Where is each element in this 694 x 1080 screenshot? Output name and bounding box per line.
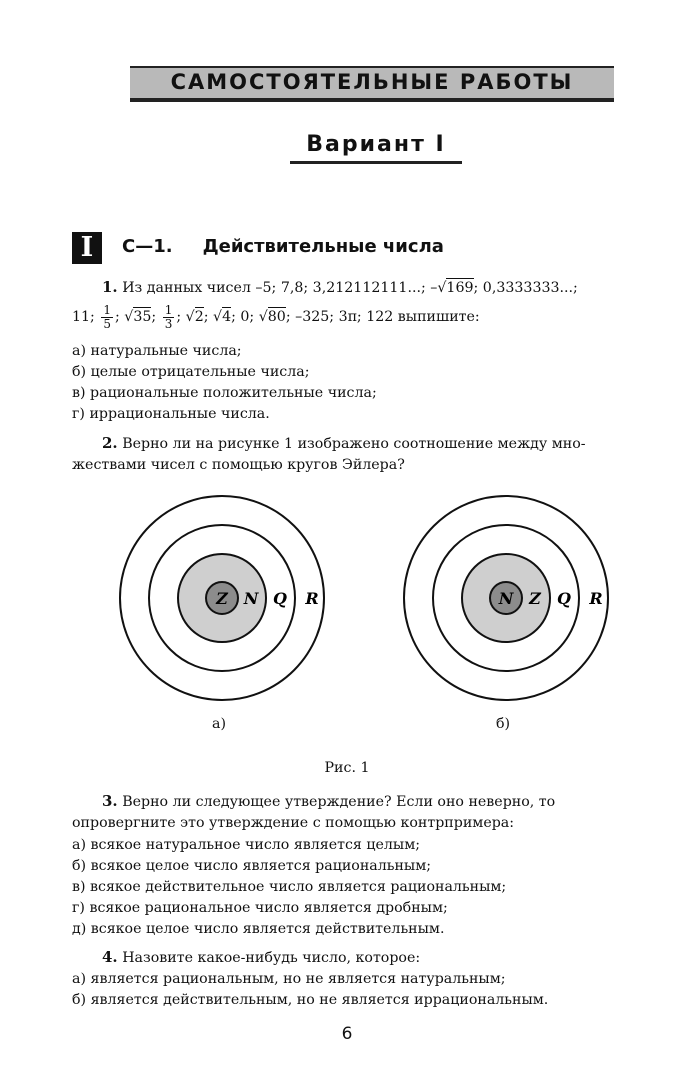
section-heading [122, 236, 444, 257]
task1-text-tail: ; 0,3333333...; [473, 280, 578, 296]
sqrt-169: 169 [446, 280, 474, 296]
separator: ; [176, 309, 182, 325]
task4-line1 [72, 946, 420, 969]
sqrt-35: 35 [133, 309, 152, 325]
sqrt-sign: √ [124, 309, 134, 325]
task1-line1 [72, 276, 578, 299]
set-label: Z [529, 589, 541, 608]
figure-caption-a: а) [212, 716, 226, 732]
list-item: д) всякое целое число является действительным. [72, 921, 445, 937]
list-item: г) всякое рациональное число является дробным; [72, 900, 448, 916]
fraction-denominator: 5 [103, 316, 111, 331]
task1-line2-tail: ; –325; 3π; 122 выпишите: [285, 309, 480, 325]
section-banner [130, 66, 614, 102]
set-label: Q [557, 589, 571, 608]
set-label: R [305, 589, 319, 608]
task4-text: Назовите какое-нибудь число, которое: [122, 950, 421, 966]
list-item: б) целые отрицательные числа; [72, 364, 310, 380]
sqrt-sign: √ [437, 280, 447, 296]
section-marker: I [72, 232, 102, 264]
task2-line1 [72, 432, 586, 455]
variant-title: Вариант I [290, 132, 462, 164]
fraction-denominator: 3 [164, 316, 173, 331]
fraction-numerator: 1 [103, 302, 111, 317]
set-label: Q [273, 589, 287, 608]
task2-number: 2. [102, 434, 118, 452]
task3-text: Верно ли следующее утверждение? Если оно неверно, то [122, 794, 556, 810]
fraction-one-third [163, 304, 175, 331]
separator: ; [203, 309, 209, 325]
sqrt-sign: √ [213, 309, 223, 325]
sqrt-sign: √ [185, 309, 195, 325]
set-label: R [589, 589, 603, 608]
task3-line1 [72, 790, 555, 813]
page-number: 6 [341, 1024, 353, 1044]
sqrt-80: 80 [267, 309, 286, 325]
list-item: г) иррациональные числа. [72, 406, 270, 422]
set-label: Z [216, 589, 228, 608]
figure-title: Рис. 1 [324, 760, 370, 776]
task1-line2 [72, 302, 480, 332]
separator: ; [115, 309, 120, 325]
task3-number: 3. [102, 792, 118, 810]
task1-text-lead: Из данных чисел –5; 7,8; 3,212112111...; – [122, 280, 438, 296]
set-label: N [498, 589, 514, 608]
task1-number: 1. [102, 278, 118, 296]
set-label: N [243, 589, 259, 608]
task3-line2: опровергните это утверждение с помощью контрпримера: [72, 815, 515, 831]
sqrt-sign: √ [258, 309, 268, 325]
separator: ; [151, 309, 157, 325]
list-item: а) является рациональным, но не является натуральным; [72, 971, 506, 987]
euler-diagram-right [396, 492, 616, 716]
banner-title: САМОСТОЯТЕЛЬНЫЕ РАБОТЫ [170, 70, 574, 94]
sqrt-4: 4 [222, 309, 232, 325]
task2-line2: жествами чисел с помощью кругов Эйлера? [72, 457, 405, 473]
section-name: Действительные числа [202, 236, 444, 257]
sqrt-2: 2 [194, 309, 204, 325]
separator: ; 0; [231, 309, 255, 325]
section-code: С—1. [122, 236, 173, 257]
list-item: в) рациональные положительные числа; [72, 385, 377, 401]
euler-diagram-left [112, 492, 332, 716]
fraction-numerator: 1 [164, 302, 173, 317]
list-item: а) всякое натуральное число является целым; [72, 837, 421, 853]
task1-num-11: 11; [72, 309, 95, 325]
list-item: б) всякое целое число является рациональным; [72, 858, 432, 874]
task4-number: 4. [102, 948, 118, 966]
list-item: в) всякое действительное число является рациональным; [72, 879, 507, 895]
task2-text: Верно ли на рисунке 1 изображено соотношение между мно- [122, 436, 586, 452]
fraction-one-fifth [101, 304, 113, 331]
list-item: а) натуральные числа; [72, 343, 242, 359]
figure-caption-b: б) [496, 716, 511, 732]
list-item: б) является действительным, но не является иррациональным. [72, 992, 549, 1008]
